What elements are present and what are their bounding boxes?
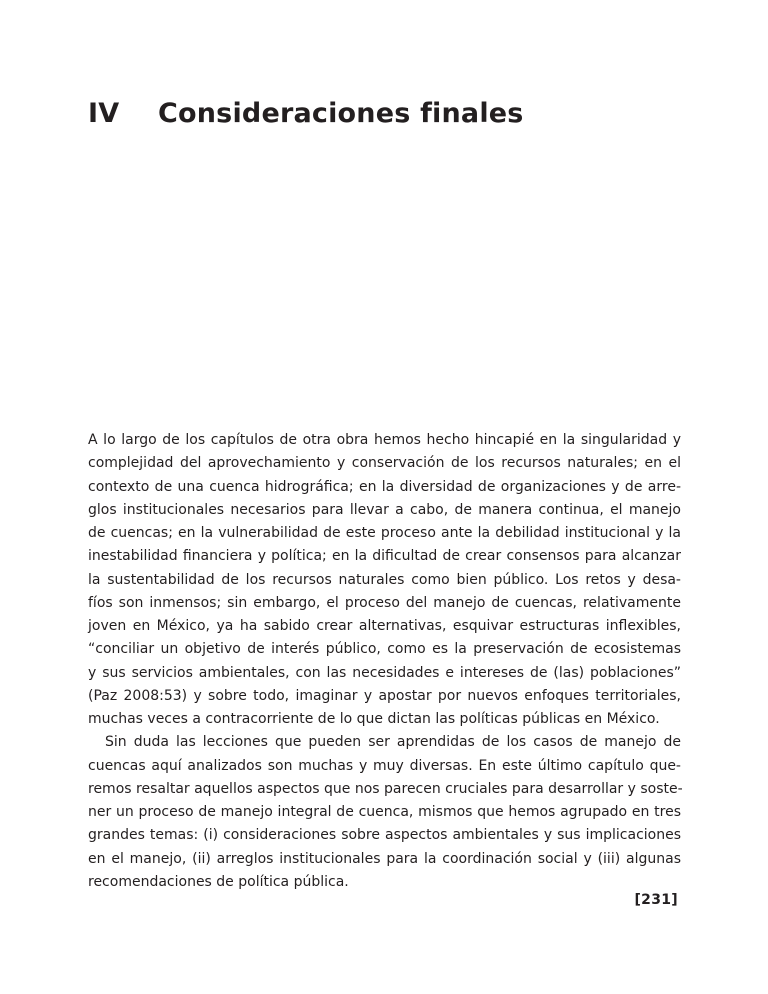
text-line: muchas veces a contracorriente de lo que dictan las políticas públicas en México. — [88, 711, 660, 727]
text-line: complejidad del aprovechamiento y conservación de los recursos naturales; en el — [88, 455, 681, 472]
text-line: de cuencas; en la vulnerabilidad de este proceso ante la debilidad institucional y la — [88, 525, 681, 541]
text-line: (Paz 2008:53) y sobre todo, imaginar y apostar por nuevos enfoques territoriales, — [88, 687, 681, 704]
text-line: cuencas aquí analizados son muchas y muy diversas. En este último capítulo que- — [88, 757, 681, 774]
text-line: ner un proceso de manejo integral de cuenca, mismos que hemos agrupado en tres — [88, 804, 681, 820]
chapter-title: Consideraciones finales — [158, 98, 524, 129]
chapter-heading — [88, 98, 524, 129]
text-line: A lo largo de los capítulos de otra obra hemos hecho hincapié en la singularidad y — [88, 432, 681, 448]
text-line: glos institucionales necesarios para llevar a cabo, de manera continua, el manejo — [88, 501, 681, 518]
text-line: en el manejo, (ii) arreglos institucionales para la coordinación social y (iii) algunas — [88, 850, 681, 867]
text-line: fíos son inmensos; sin embargo, el proceso del manejo de cuencas, relativamente — [88, 594, 681, 611]
body-text — [88, 429, 681, 894]
text-line: remos resaltar aquellos aspectos que nos parecen cruciales para desarrollar y soste- — [88, 780, 683, 797]
text-line: inestabilidad financiera y política; en la dificultad de crear consensos para alcanzar — [88, 548, 681, 565]
text-line: contexto de una cuenca hidrográfica; en la diversidad de organizaciones y de arre- — [88, 478, 681, 495]
paragraph-1 — [88, 429, 681, 731]
text-line: grandes temas: (i) consideraciones sobre aspectos ambientales y sus implicaciones — [88, 827, 681, 844]
page-number: [231] — [634, 892, 678, 908]
text-line: la sustentabilidad de los recursos naturales como bien público. Los retos y desa- — [88, 571, 681, 588]
paragraph-2 — [88, 731, 681, 894]
chapter-number: IV — [88, 98, 120, 129]
text-line: Sin duda las lecciones que pueden ser aprendidas de los casos de manejo de — [105, 734, 681, 751]
text-line: “conciliar un objetivo de interés público, como es la preservación de ecosistemas — [88, 641, 681, 658]
text-line: joven en México, ya ha sabido crear alternativas, esquivar estructuras inflexibles, — [88, 618, 681, 634]
text-line: recomendaciones de política pública. — [88, 873, 349, 890]
text-line: y sus servicios ambientales, con las necesidades e intereses de (las) poblaciones” — [88, 664, 681, 681]
